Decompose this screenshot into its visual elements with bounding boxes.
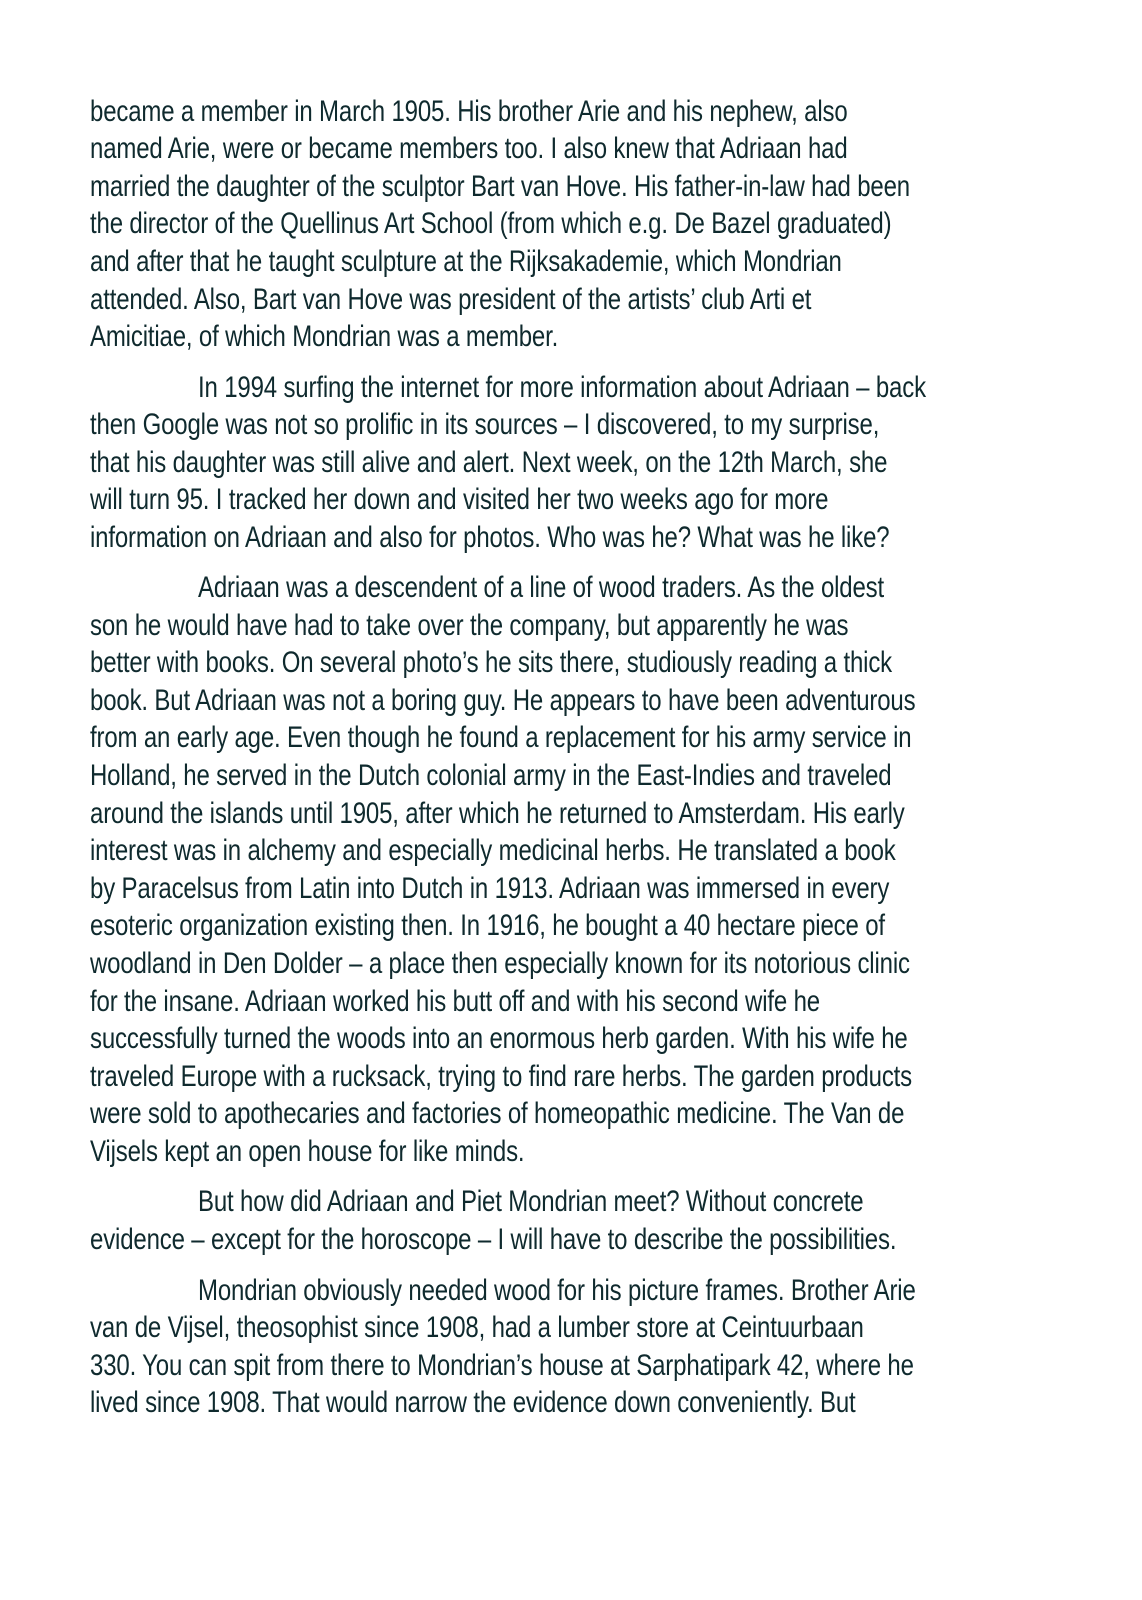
text-line: will turn 95. I tracked her down and visited her two weeks ago for more	[90, 483, 829, 516]
text-line: traveled Europe with a rucksack, trying to find rare herbs. The garden products	[90, 1060, 913, 1093]
text-line: that his daughter was still alive and alert. Next week, on the 12th March, she	[90, 446, 888, 479]
text-line: son he would have had to take over the company, but apparently he was	[90, 609, 849, 642]
text-line: better with books. On several photo’s he sits there, studiously reading a thick	[90, 646, 893, 679]
text-line: Mondrian obviously needed wood for his picture frames. Brother Arie	[198, 1274, 916, 1307]
text-line: and after that he taught sculpture at the Rijksakademie, which Mondrian	[90, 245, 842, 278]
text-line: book. But Adriaan was not a boring guy. He appears to have been adventurous	[90, 684, 916, 717]
text-line: Amicitiae, of which Mondrian was a member.	[90, 320, 559, 353]
text-line: lived since 1908. That would narrow the evidence down conveniently. But	[90, 1386, 856, 1419]
text-line: Vijsels kept an open house for like minds.	[90, 1135, 525, 1168]
text-line: around the islands until 1905, after which he returned to Amsterdam. His early	[90, 797, 905, 830]
text-line: evidence – except for the horoscope – I will have to describe the possibilities.	[90, 1223, 897, 1256]
text-line: woodland in Den Dolder – a place then especially known for its notorious clinic	[90, 947, 910, 980]
text-line: Adriaan was a descendent of a line of wood traders. As the oldest	[198, 571, 885, 604]
text-line: esoteric organization existing then. In 1916, he bought a 40 hectare piece of	[90, 909, 885, 942]
text-line: van de Vijsel, theosophist since 1908, had a lumber store at Ceintuurbaan	[90, 1311, 864, 1344]
text-line: from an early age. Even though he found a replacement for his army service in	[90, 721, 912, 754]
text-line: the director of the Quellinus Art School (from which e.g. De Bazel graduated)	[90, 207, 892, 240]
text-line: became a member in March 1905. His brother Arie and his nephew, also	[90, 95, 848, 128]
text-line: attended. Also, Bart van Hove was president of the artists’ club Arti et	[90, 283, 812, 316]
text-line: by Paracelsus from Latin into Dutch in 1913. Adriaan was immersed in every	[90, 872, 890, 905]
text-line: In 1994 surfing the internet for more information about Adriaan – back	[198, 371, 926, 404]
text-line: Holland, he served in the Dutch colonial army in the East-Indies and traveled	[90, 759, 892, 792]
text-line: for the insane. Adriaan worked his butt off and with his second wife he	[90, 985, 820, 1018]
text-line: interest was in alchemy and especially medicinal herbs. He translated a book	[90, 834, 896, 867]
text-line: information on Adriaan and also for photos. Who was he? What was he like?	[90, 521, 890, 554]
text-line: were sold to apothecaries and factories of homeopathic medicine. The Van de	[90, 1097, 905, 1130]
text-line: married the daughter of the sculptor Bart van Hove. His father-in-law had been	[90, 170, 910, 203]
text-line: But how did Adriaan and Piet Mondrian meet? Without concrete	[198, 1185, 864, 1218]
text-line: then Google was not so prolific in its sources – I discovered, to my surprise,	[90, 408, 880, 441]
text-line: 330. You can spit from there to Mondrian’s house at Sarphatipark 42, where he	[90, 1349, 914, 1382]
text-line: successfully turned the woods into an enormous herb garden. With his wife he	[90, 1022, 908, 1055]
text-line: named Arie, were or became members too. I also knew that Adriaan had	[90, 132, 848, 165]
